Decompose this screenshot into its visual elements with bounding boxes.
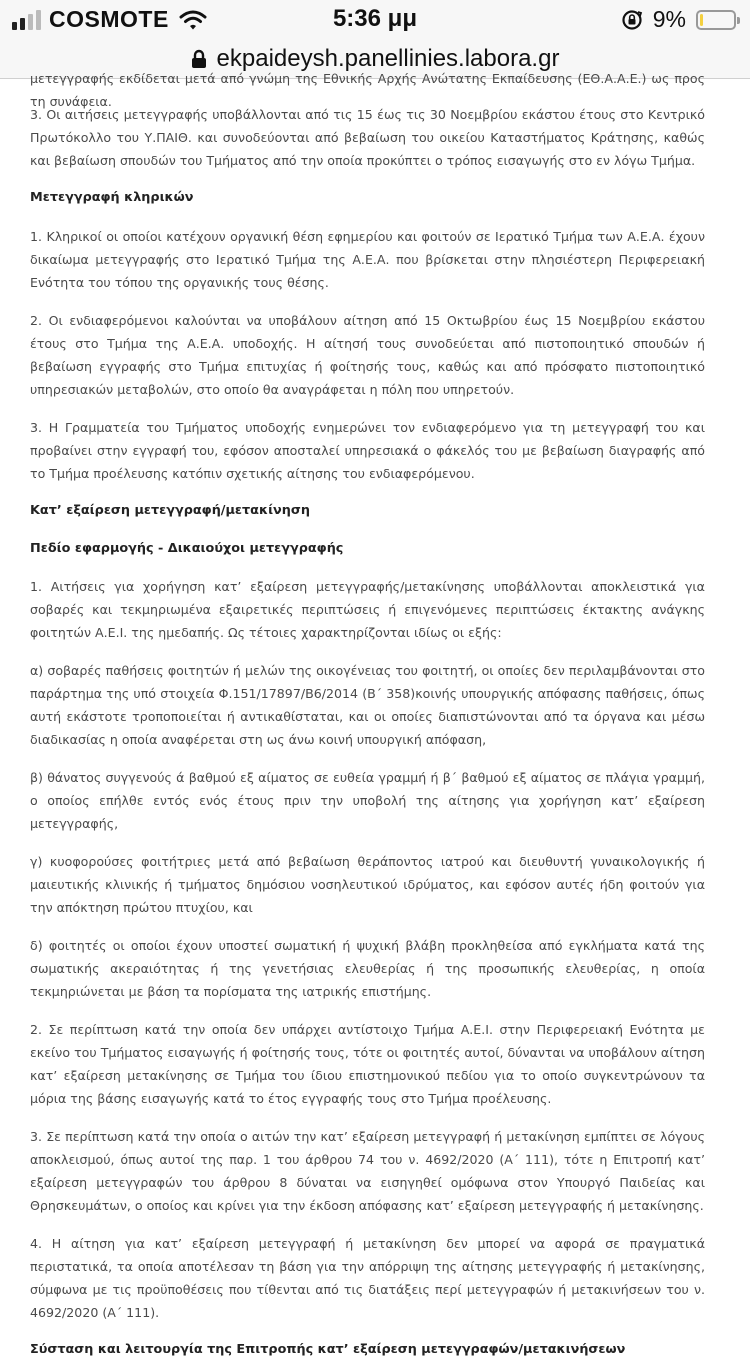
status-bar — [0, 0, 750, 40]
heading-committee: Σύσταση και λειτουργία της Επιτροπής κατ’ εξαίρεση μετεγγραφών/μετακινήσεων — [30, 1342, 626, 1357]
partial-paragraph: μετεγγραφής εκδίδεται μετά από γνώμη της Εθνικής Αρχής Ανώτατης Εκπαίδευσης (ΕΘ.Α.Α.Ε.) ως προς τη συνάφεια. — [30, 71, 705, 109]
paragraph-clergy-3: 3. Η Γραμματεία του Τμήματος υποδοχής ενημερώνει τον ενδιαφερόμενο για τη μετεγγραφή του και προβαίνει στην εγγραφή του, εφόσον αποσταλεί υπηρεσιακά ο φάκελός του με βεβαίωση διαγραφής από το Τμήμα προέλευσης κατόπιν σχετικής αίτησης του ενδιαφερόμενου. — [30, 420, 705, 481]
battery-percent: 9% — [652, 6, 686, 32]
url-text[interactable]: ekpaideysh.panellinies.labora.gr — [216, 45, 560, 72]
paragraph-case-c: γ) κυοφορούσες φοιτήτριες μετά από βεβαίωση θεράποντος ιατρού και διευθυντή γυναικολογικής ή μαιευτικής κλινικής ή τμήματος δημόσιου νοσηλευτικού ιδρύματος, και εφόσον αυτές ήδη φοιτούν για την απόκτηση πρώτου πτυχίου, και — [30, 854, 705, 915]
paragraph-case-d: δ) φοιτητές οι οποίοι έχουν υποστεί σωματική ή ψυχική βλάβη προκληθείσα από εγκλήματα κατά της σωματικής ακεραιότητας ή της γενετήσιας ελευθερίας ή της προσωπικής ελευθερίας, η οποία τεκμηριώνεται με βάση τα πορίσματα της ιατρικής επιστήμης. — [30, 938, 705, 999]
battery-icon — [696, 10, 736, 30]
heading-exceptional-transfer: Κατ’ εξαίρεση μετεγγραφή/μετακίνηση — [30, 503, 310, 518]
paragraph-transfer-3: 3. Οι αιτήσεις μετεγγραφής υποβάλλονται από τις 15 έως τις 30 Νοεμβρίου εκάστου έτους στο Κεντρικό Πρωτόκολλο του Υ.ΠΑΙΘ. και συνοδεύονται από βεβαίωση του οικείου Καταστήματος Κράτησης, καθώς και βεβαίωση σπουδών του Τμήματος από την οποία προκύπτει ο τρόπος εισαγωγής στο εν λόγω Τμήμα. — [30, 107, 705, 168]
battery-fill — [700, 14, 703, 26]
paragraph-clergy-2: 2. Οι ενδιαφερόμενοι καλούνται να υποβάλουν αίτηση από 15 Οκτωβρίου έως 15 Νοεμβρίου εκάστου έτους στο Τμήμα της Α.Ε.Α. υποδοχής. Η αίτησή τους συνοδεύεται από πιστοποιητικό σπουδών ή βεβαίωση εγγραφής στο Τμήμα επιτυχίας ή φοίτησής τους, καθώς και από πρόσφατο πιστοποιητικό υπηρεσιακών μεταβολών, στο οποίο θα αναγράφεται η πόλη που υπηρετούν. — [30, 313, 705, 397]
carrier-name: COSMOTE — [49, 6, 169, 32]
article-body — [30, 71, 705, 1357]
clock: 5:36 μμ — [332, 5, 418, 32]
lock-icon — [191, 49, 207, 69]
orientation-lock-icon — [621, 9, 643, 31]
paragraph-case-b: β) θάνατος συγγενούς ά βαθμού εξ αίματος σε ευθεία γραμμή ή β΄ βαθμού εξ αίματος σε πλάγια γραμμή, ο οποίος επήλθε εντός ενός έτους πριν την υποβολή της αίτησης για χορήγηση κατ’ εξαίρεση μετεγγραφής, — [30, 770, 705, 831]
paragraph-scope-2: 2. Σε περίπτωση κατά την οποία δεν υπάρχει αντίστοιχο Τμήμα Α.Ε.Ι. στην Περιφερειακή Ενότητα με εκείνο του Τμήματος εισαγωγής ή φοίτησής τους, τότε οι φοιτητές αυτοί, δύνανται να υποβάλουν αίτηση κατ’ εξαίρεση μετακίνησης σε Τμήμα του ίδιου επιστημονικού πεδίου για το οποίο συγκεντρώνουν τα μόρια της βάσης εισαγωγής κατά το έτος εγγραφής τους στο Τμήμα προέλευσης. — [30, 1022, 705, 1106]
paragraph-scope-1: 1. Αιτήσεις για χορήγηση κατ’ εξαίρεση μετεγγραφής/μετακίνησης υποβάλλονται αποκλειστικά για σοβαρές και τεκμηριωμένα εξαιρετικές περιπτώσεις ή επιγενόμενες περιπτώσεις έκτακτης ανάγκης φοιτητών Α.Ε.Ι. της ημεδαπής. Ως τέτοιες χαρακτηρίζονται ιδίως οι εξής: — [30, 579, 705, 640]
status-right — [621, 6, 736, 33]
paragraph-scope-4: 4. Η αίτηση για κατ’ εξαίρεση μετεγγραφή ή μετακίνηση δεν μπορεί να αφορά σε πραγματικά περιστατικά, τα οποία αποτέλεσαν τη βάση για την απόρριψη της αίτησης μετεγγραφής ή μετακίνησης, σύμφωνα με τις προϋποθέσεις που τίθενται από τις διατάξεις περί μετεγγραφών ή μετακινήσεων του ν. 4692/2020 (Α΄ 111). — [30, 1236, 705, 1320]
paragraph-clergy-1: 1. Κληρικοί οι οποίοι κατέχουν οργανική θέση εφημερίου και φοιτούν σε Ιερατικό Τμήμα των Α.Ε.Α. έχουν δικαίωμα μετεγγραφής στο Ιερατικό Τμήμα της Α.Ε.Α. που βρίσκεται στην πλησιέστερη Περιφερειακή Ενότητα του τόπου της οργανικής τους θέσης. — [30, 229, 705, 290]
paragraph-case-a: α) σοβαρές παθήσεις φοιτητών ή μελών της οικογένειας του φοιτητή, οι οποίες δεν περιλαμβάνονται στο παράρτημα της υπό στοιχεία Φ.151/17897/Β6/2014 (Β΄ 358)κοινής υπουργικής απόφασης παθήσεις, όπως αυτή εκάστοτε τροποποιείται ή αντικαθίσταται, και οι οποίες διαπιστώνονται από τα όργανα και μέσω διαδικασίας η οποία αναφέρεται στη ως άνω κοινή υπουργική απόφαση, — [30, 663, 705, 747]
paragraph-scope-3: 3. Σε περίπτωση κατά την οποία ο αιτών την κατ’ εξαίρεση μετεγγραφή ή μετακίνηση εμπίπτει σε λόγους αποκλεισμού, όπως αυτοί της παρ. 1 του άρθρου 74 του ν. 4692/2020 (Α΄ 111), τότε η Επιτροπή κατ’ εξαίρεση μετεγγραφών του άρθρου 8 δύναται να εισηγηθεί ομόφωνα στον Υπουργό Παιδείας και Θρησκευμάτων, ο οποίος και κρίνει για την έκδοση απόφασης κατ’ εξαίρεση μετεγγραφής ή μετακίνησης. — [30, 1129, 705, 1213]
heading-scope: Πεδίο εφαρμογής - Δικαιούχοι μετεγγραφής — [30, 541, 344, 556]
heading-clergy-transfer: Μετεγγραφή κληρικών — [30, 190, 194, 205]
